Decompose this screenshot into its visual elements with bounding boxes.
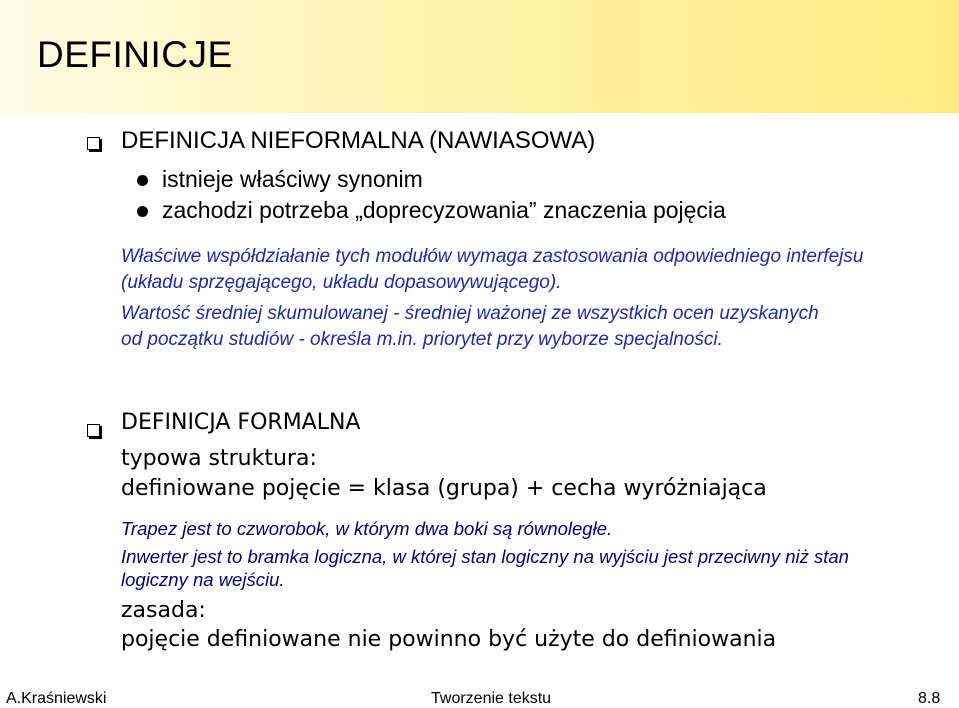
structure-label: typowa struktura:: [121, 446, 317, 471]
informal-example-1: Właściwe współdziałanie tych modułów wymaga zastosowania odpowiedniego interfejsu (układu sprzęgającego, układu dopasowywującego).: [121, 246, 864, 293]
checkbox-bullet-icon: [87, 137, 100, 150]
informal-bullet-2: zachodzi potrzeba „doprecyzowania” znaczenia pojęcia: [162, 197, 726, 223]
formal-heading: DEFINICJA FORMALNA: [121, 410, 361, 435]
footer-author: A.Kraśniewski: [6, 690, 107, 707]
informal-bullet-1: istnieje właściwy synonim: [162, 166, 423, 192]
informal-heading: DEFINICJA NIEFORMALNA (NAWIASOWA): [121, 127, 596, 154]
rule-label: zasada:: [121, 598, 206, 623]
footer-course: Tworzenie tekstu: [431, 690, 552, 707]
slide-title: DEFINICJE: [37, 34, 233, 75]
footer-page-number: 8.8: [918, 690, 941, 707]
formal-example-1: Trapez jest to czworobok, w którym dwa boki są równoległe.: [121, 518, 613, 539]
formal-example-2: Inwerter jest to bramka logiczna, w której stan logiczny na wyjściu jest przeciwny niż stan logiczny na wejściu.: [121, 546, 849, 590]
rule-text: pojęcie definiowane nie powinno być użyte do definiowania: [121, 627, 777, 652]
bullet-dot-icon: [137, 206, 148, 217]
checkbox-bullet-icon: [87, 424, 100, 437]
structure-formula: definiowane pojęcie = klasa (grupa) + cecha wyróżniająca: [121, 476, 767, 501]
informal-example-2: Wartość średniej skumulowanej - średniej ważonej ze wszystkich ocen uzyskanych od początku studiów - określa m.in. priorytet przy wyborze specjalności.: [121, 303, 819, 350]
bullet-dot-icon: [137, 175, 148, 186]
